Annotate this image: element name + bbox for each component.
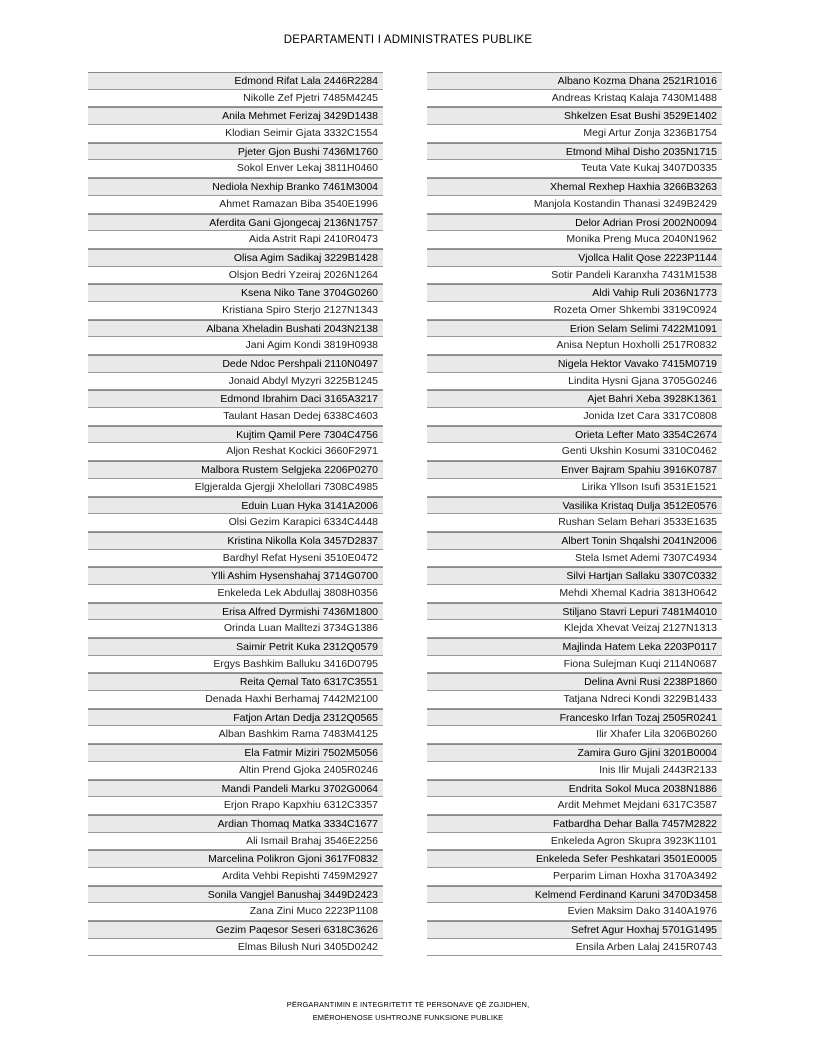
footer-line-2: EMËROHENOSE USHTROJNË FUNKSIONE PUBLIKE <box>312 1013 504 1022</box>
list-item: Olisa Agim Sadikaj 3229B1428 <box>88 249 383 267</box>
list-item: Endrita Sokol Muca 2038N1886 <box>427 780 722 798</box>
list-item: Edmond Ibrahim Daci 3165A3217 <box>88 390 383 408</box>
list-item: Marcelina Polikron Gjoni 3617F0832 <box>88 850 383 868</box>
list-item: Ardita Vehbi Repishti 7459M2927 <box>88 868 383 886</box>
list-item: Jonida Izet Cara 3317C0808 <box>427 408 722 426</box>
list-item: Dede Ndoc Pershpali 2110N0497 <box>88 355 383 373</box>
list-item: Klodian Seimir Gjata 3332C1554 <box>88 125 383 143</box>
list-item: Sotir Pandeli Karanxha 7431M1538 <box>427 267 722 285</box>
list-item: Zana Zini Muco 2223P1108 <box>88 903 383 921</box>
list-item: Erion Selam Selimi 7422M1091 <box>427 320 722 338</box>
list-item: Manjola Kostandin Thanasi 3249B2429 <box>427 196 722 214</box>
list-item: Ardit Mehmet Mejdani 6317C3587 <box>427 797 722 815</box>
list-item: Lindita Hysni Gjana 3705G0246 <box>427 373 722 391</box>
list-item: Vasilika Kristaq Dulja 3512E0576 <box>427 497 722 515</box>
list-item: Lirika Yllson Isufi 3531E1521 <box>427 479 722 497</box>
list-item: Vjollca Halit Qose 2223P1144 <box>427 249 722 267</box>
list-item: Ergys Bashkim Balluku 3416D0795 <box>88 656 383 674</box>
list-item: Kelmend Ferdinand Karuni 3470D3458 <box>427 886 722 904</box>
list-item: Megi Artur Zonja 3236B1754 <box>427 125 722 143</box>
list-item: Ali Ismail Brahaj 3546E2256 <box>88 833 383 851</box>
page-title: DEPARTAMENTI I ADMINISTRATES PUBLIKE <box>283 34 533 46</box>
list-item: Jani Agim Kondi 3819H0938 <box>88 337 383 355</box>
list-item: Mehdi Xhemal Kadria 3813H0642 <box>427 585 722 603</box>
list-item: Malbora Rustem Selgjeka 2206P0270 <box>88 461 383 479</box>
list-item: Shkelzen Esat Bushi 3529E1402 <box>427 107 722 125</box>
list-item: Klejda Xhevat Veizaj 2127N1313 <box>427 620 722 638</box>
list-item: Jonaid Abdyl Myzyri 3225B1245 <box>88 373 383 391</box>
list-item: Ajet Bahri Xeba 3928K1361 <box>427 390 722 408</box>
list-item: Rozeta Omer Shkembi 3319C0924 <box>427 302 722 320</box>
list-item: Aljon Reshat Kockici 3660F2971 <box>88 443 383 461</box>
right-name-column <box>427 72 722 956</box>
list-item: Kristiana Spiro Sterjo 2127N1343 <box>88 302 383 320</box>
list-item: Altin Prend Gjoka 2405R0246 <box>88 762 383 780</box>
list-item: Sokol Enver Lekaj 3811H0460 <box>88 160 383 178</box>
footer-line-1: PËRGARANTIMIN E INTEGRITETIT TË PERSONAVE QË ZGJIDHEN, <box>286 1000 530 1009</box>
list-item: Ardian Thomaq Matka 3334C1677 <box>88 815 383 833</box>
list-item: Ahmet Ramazan Biba 3540E1996 <box>88 196 383 214</box>
list-item: Sonila Vangjel Banushaj 3449D2423 <box>88 886 383 904</box>
list-item: Orinda Luan Malltezi 3734G1386 <box>88 620 383 638</box>
list-item: Stiljano Stavri Lepuri 7481M4010 <box>427 603 722 621</box>
list-item: Sefret Agur Hoxhaj 5701G1495 <box>427 921 722 939</box>
list-item: Denada Haxhi Berhamaj 7442M2100 <box>88 691 383 709</box>
list-item: Albana Xheladin Bushati 2043N2138 <box>88 320 383 338</box>
list-item: Kristina Nikolla Kola 3457D2837 <box>88 532 383 550</box>
list-item: Francesko Irfan Tozaj 2505R0241 <box>427 709 722 727</box>
footer <box>0 998 816 1024</box>
list-item: Teuta Vate Kukaj 3407D0335 <box>427 160 722 178</box>
list-item: Ylli Ashim Hysenshahaj 3714G0700 <box>88 567 383 585</box>
list-item: Enkeleda Lek Abdullaj 3808H0356 <box>88 585 383 603</box>
list-item: Pjeter Gjon Bushi 7436M1760 <box>88 143 383 161</box>
list-item: Olsjon Bedri Yzeiraj 2026N1264 <box>88 267 383 285</box>
list-item: Aferdita Gani Gjongecaj 2136N1757 <box>88 214 383 232</box>
list-item: Anila Mehmet Ferizaj 3429D1438 <box>88 107 383 125</box>
list-item: Fatjon Artan Dedja 2312Q0565 <box>88 709 383 727</box>
list-item: Ensila Arben Lalaj 2415R0743 <box>427 939 722 957</box>
list-item: Bardhyl Refat Hyseni 3510E0472 <box>88 550 383 568</box>
left-name-column <box>88 72 383 956</box>
list-item: Xhemal Rexhep Haxhia 3266B3263 <box>427 178 722 196</box>
list-item: Tatjana Ndreci Kondi 3229B1433 <box>427 691 722 709</box>
list-item: Eduin Luan Hyka 3141A2006 <box>88 497 383 515</box>
list-item: Nigela Hektor Vavako 7415M0719 <box>427 355 722 373</box>
list-item: Albano Kozma Dhana 2521R1016 <box>427 72 722 90</box>
list-item: Enver Bajram Spahiu 3916K0787 <box>427 461 722 479</box>
list-item: Zamira Guro Gjini 3201B0004 <box>427 744 722 762</box>
list-item: Erisa Alfred Dyrmishi 7436M1800 <box>88 603 383 621</box>
list-item: Elgjeralda Gjergji Xhelollari 7308C4985 <box>88 479 383 497</box>
list-item: Silvi Hartjan Sallaku 3307C0332 <box>427 567 722 585</box>
list-item: Alban Bashkim Rama 7483M4125 <box>88 726 383 744</box>
list-item: Stela Ismet Ademi 7307C4934 <box>427 550 722 568</box>
list-item: Olsi Gezim Karapici 6334C4448 <box>88 514 383 532</box>
list-item: Mandi Pandeli Marku 3702G0064 <box>88 780 383 798</box>
list-item: Genti Ukshin Kosumi 3310C0462 <box>427 443 722 461</box>
list-item: Etmond Mihal Disho 2035N1715 <box>427 143 722 161</box>
list-item: Andreas Kristaq Kalaja 7430M1488 <box>427 90 722 108</box>
list-item: Enkeleda Agron Skupra 3923K1101 <box>427 833 722 851</box>
list-item: Ilir Xhafer Lila 3206B0260 <box>427 726 722 744</box>
list-item: Inis Ilir Mujali 2443R2133 <box>427 762 722 780</box>
list-item: Nediola Nexhip Branko 7461M3004 <box>88 178 383 196</box>
list-item: Fatbardha Dehar Balla 7457M2822 <box>427 815 722 833</box>
list-item: Nikolle Zef Pjetri 7485M4245 <box>88 90 383 108</box>
list-item: Aida Astrit Rapi 2410R0473 <box>88 231 383 249</box>
list-item: Orieta Lefter Mato 3354C2674 <box>427 426 722 444</box>
list-item: Kujtim Qamil Pere 7304C4756 <box>88 426 383 444</box>
list-item: Saimir Petrit Kuka 2312Q0579 <box>88 638 383 656</box>
list-item: Reita Qemal Tato 6317C3551 <box>88 673 383 691</box>
list-item: Perparim Liman Hoxha 3170A3492 <box>427 868 722 886</box>
list-item: Fiona Sulejman Kuqi 2114N0687 <box>427 656 722 674</box>
list-item: Elmas Bilush Nuri 3405D0242 <box>88 939 383 957</box>
list-item: Ela Fatmir Miziri 7502M5056 <box>88 744 383 762</box>
list-item: Taulant Hasan Dedej 6338C4603 <box>88 408 383 426</box>
list-item: Monika Preng Muca 2040N1962 <box>427 231 722 249</box>
list-item: Edmond Rifat Lala 2446R2284 <box>88 72 383 90</box>
list-item: Gezim Paqesor Seseri 6318C3626 <box>88 921 383 939</box>
list-item: Delor Adrian Prosi 2002N0094 <box>427 214 722 232</box>
list-item: Anisa Neptun Hoxholli 2517R0832 <box>427 337 722 355</box>
list-item: Evien Maksim Dako 3140A1976 <box>427 903 722 921</box>
list-item: Delina Avni Rusi 2238P1860 <box>427 673 722 691</box>
list-item: Erjon Rrapo Kapxhiu 6312C3357 <box>88 797 383 815</box>
list-item: Majlinda Hatem Leka 2203P0117 <box>427 638 722 656</box>
list-item: Rushan Selam Behari 3533E1635 <box>427 514 722 532</box>
list-item: Aldi Vahip Ruli 2036N1773 <box>427 284 722 302</box>
list-item: Albert Tonin Shqalshi 2041N2006 <box>427 532 722 550</box>
list-item: Enkeleda Sefer Peshkatari 3501E0005 <box>427 850 722 868</box>
list-item: Ksena Niko Tane 3704G0260 <box>88 284 383 302</box>
